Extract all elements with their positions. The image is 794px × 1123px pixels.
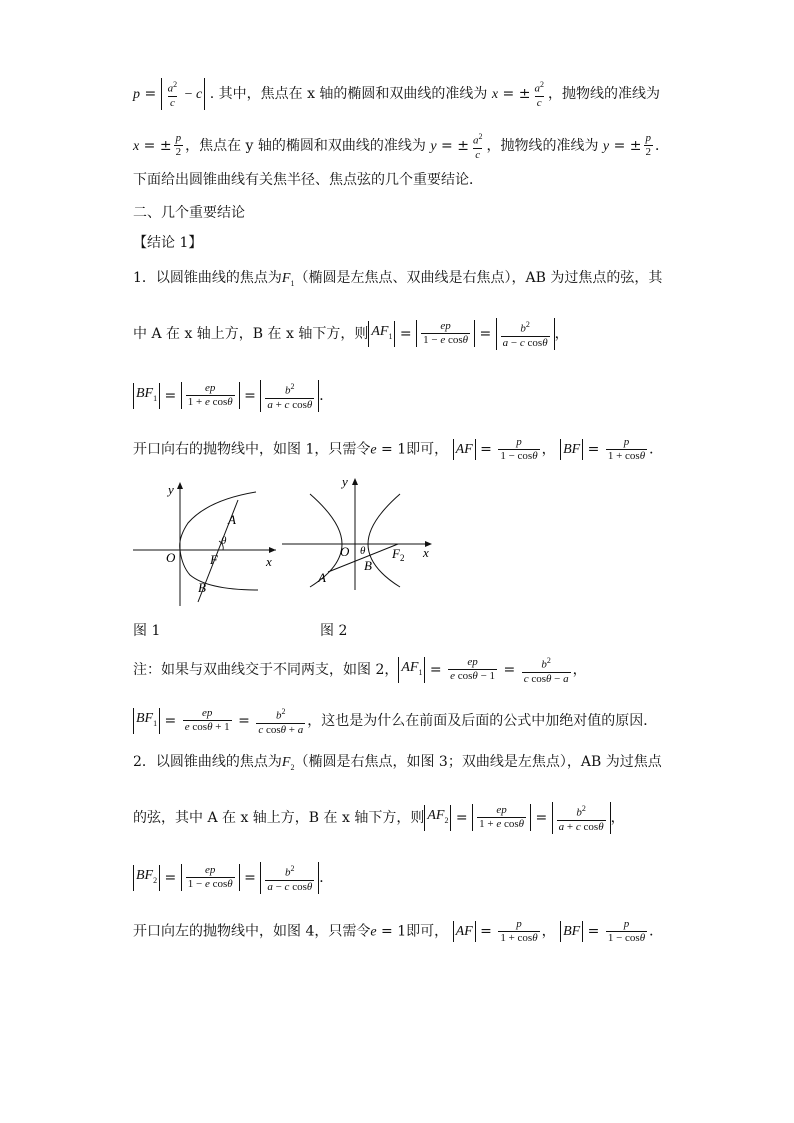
figure-1-caption: 图 1 [133,623,161,639]
section-title: 二、几个重要结论 [133,205,245,221]
label-B: B [364,558,372,573]
x-axis-arrow [269,547,276,553]
parabola-directrix-y-text: ，抛物线的准线为 [486,137,599,154]
formula-bf1: $BF_1$ = $\frac{ep}{\text{1 + e cosθ}}$ = $\frac{b^2}{\text{a + c cosθ}}$ ． [133,380,333,412]
figure-2-caption: 图 2 [320,623,348,639]
right-branch [368,494,400,587]
item-2-line-2: 的弦，其中 A 在 x 轴上方，B 在 x 轴下方，则 $AF_2$ = $\frac{ep}{\text{1 + e cosθ}}$ = $\frac{b^2}{\text{a + c cosθ}}$ ， [133,804,625,833]
label-B: B [198,580,206,595]
conclusion-title: 【结论 1】 [133,235,203,251]
label-O: O [340,544,350,559]
label-x: x [423,545,429,560]
label-A: A [228,512,236,527]
label-y: y [342,474,348,489]
line-2: x = ± $\frac{p}{2}$ ，焦点在 y 轴的椭圆和双曲线的准线为 y = ± $\frac{a^2}{c}$ ，抛物线的准线为 y = ± $\frac{p}{2}$ ． [133,132,669,161]
parabola-right-line: 开口向右的抛物线中，如图 1，只需令e = 1即可， AF = $\frac{p}{1 - \cos\theta}$ ， BF = $\frac{p}{1 + \cos\theta}$ ． [133,436,664,462]
p-definition: p [133,86,140,102]
line-1: p = $\frac{a^2}{c}$ − c . 其中，焦点在 x 轴的椭圆和双曲线的准线为 x = ± $\frac{a^2}{c}$ ，抛物线的准线为 [133,80,660,109]
left-branch [310,494,342,587]
label-O: O [166,550,176,565]
label-y: y [168,482,174,497]
formula-bf2: $BF_2$ = $\frac{ep}{\text{1 − e cosθ}}$ = $\frac{b^2}{\text{a − c cosθ}}$ ． [133,862,333,894]
label-F: F [210,552,218,567]
parabola-curve [180,492,258,590]
label-A: A [318,570,326,585]
note-line-2: $BF_1$ = $\frac{ep}{\text{e cosθ + 1}}$ = $\frac{b^2}{\text{c cosθ + a}}$ ，这也是为什么在前面及后面的公式中加绝对值的原因． [133,705,657,737]
intro-text: 下面给出圆锥曲线有关焦半径、焦点弦的几个重要结论． [133,172,483,188]
parabola-directrix-text: ，抛物线的准线为 [547,85,660,102]
label-F2: $F_2$ [392,546,405,563]
item-2-line-1: 2．以圆锥曲线的焦点为$F_2$（椭圆是右焦点，如图 3；双曲线是左焦点），AB 为过焦点 [133,754,662,772]
y-axis-arrow [177,482,183,489]
parabola-left-line: 开口向左的抛物线中，如图 4，只需令e = 1即可， AF = $\frac{p}{1 + \cos\theta}$ ， BF = $\frac{p}{1 - \cos\theta}$ ． [133,918,664,944]
item-1-line-2: 中 A 在 x 轴上方，B 在 x 轴下方，则 $AF_1$ = $\frac{ep}{\text{1 − e cosθ}}$ = $\frac{b^2}{\text{a − c cosθ}}$ ， [133,320,569,349]
figure-1-parabola [128,478,283,608]
directrix-y-text: ，焦点在 y 轴的椭圆和双曲线的准线为 [185,137,426,154]
directrix-x-text: . 其中，焦点在 x 轴的椭圆和双曲线的准线为 [209,85,488,102]
abs-a2c-minus-c: $\frac{a^2}{c}$ − c [161,78,206,110]
note-line-1: 注：如果与双曲线交于不同两支，如图 2， $AF_1$ = $\frac{ep}{\text{e cosθ − 1}}$ = $\frac{b^2}{\text{c cosθ − a}}$ ， [133,656,587,685]
label-theta: θ [221,535,227,547]
label-theta: θ [360,545,366,557]
formula-x-eq-a2c: x [491,86,499,102]
label-x: x [266,554,272,569]
y-axis-arrow [352,478,358,485]
figure-2-hyperbola [280,472,440,592]
item-1-line-1: 1．以圆锥曲线的焦点为$F_1$（椭圆是左焦点、双曲线是右焦点），AB 为过焦点的弦，其 [133,270,663,288]
